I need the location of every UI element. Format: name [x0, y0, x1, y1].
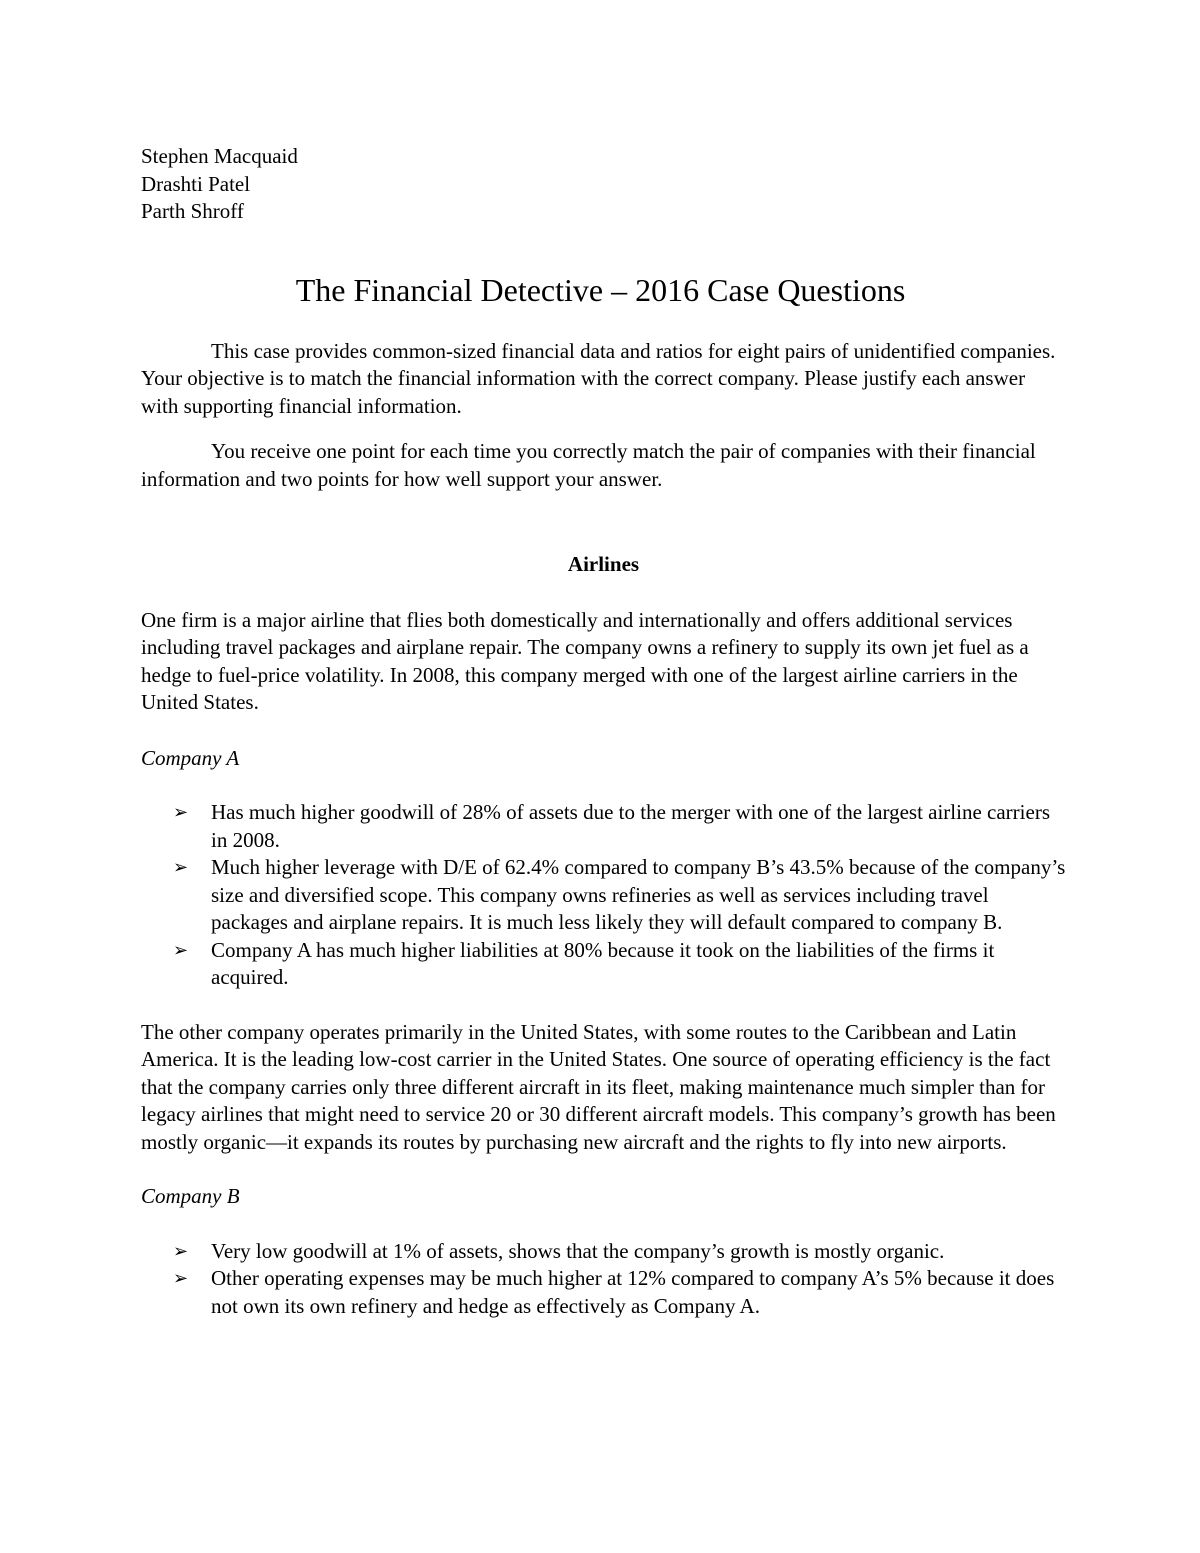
list-item	[173, 1238, 1066, 1266]
document-title: The Financial Detective – 2016 Case Questions	[295, 271, 906, 308]
list-item-text: Company A has much higher liabilities at 80% because it took on the liabilities of the firms it acquired.	[211, 937, 995, 989]
intro-paragraph: This case provides common-sized financial data and ratios for eight pairs of unidentified companies. Your objective is to match the financial information with the correct company. Please justify each answer with supporting financial information.	[141, 338, 1056, 418]
company-a-label: Company A	[141, 745, 240, 770]
company-b-bullet-list	[141, 1238, 1066, 1321]
intro-paragraph: You receive one point for each time you correctly match the pair of companies with their financial information and two points for how well support your answer.	[141, 439, 1036, 491]
list-item	[173, 854, 1066, 937]
list-item	[173, 1265, 1066, 1320]
list-item	[173, 937, 1066, 992]
author-name: Stephen Macquaid	[141, 144, 298, 168]
company-b-label: Company B	[141, 1184, 240, 1208]
section-description: One firm is a major airline that flies both domestically and internationally and offers additional services including travel packages and airplane repair. The company owns a refinery to supply its own jet fuel as a hedge to fuel-price volatility. In 2008, this company merged with one of the largest airline carriers in the United States.	[141, 607, 1029, 714]
author-name: Drashti Patel	[141, 171, 251, 196]
document-page	[141, 143, 1066, 1320]
author-list	[141, 143, 1066, 226]
list-item-text: Other operating expenses may be much higher at 12% compared to company A’s 5% because it does not own its own refinery and hedge as effectively as Company A.	[211, 1266, 1055, 1318]
list-item-text: Very low goodwill at 1% of assets, shows that the company’s growth is mostly organic.	[211, 1238, 945, 1263]
list-item	[173, 799, 1066, 854]
arrowhead-bullet-icon: ➢	[173, 1268, 189, 1289]
arrowhead-bullet-icon: ➢	[173, 939, 189, 961]
arrowhead-bullet-icon: ➢	[173, 857, 189, 878]
arrowhead-bullet-icon: ➢	[173, 802, 189, 823]
author-name: Parth Shroff	[141, 199, 244, 223]
section-heading: Airlines	[567, 552, 640, 576]
list-item-text: Has much higher goodwill of 28% of assets due to the merger with one of the largest airline carriers in 2008.	[211, 800, 1050, 852]
list-item-text: Much higher leverage with D/E of 62.4% compared to company B’s 43.5% because of the company’s size and diversified scope. This company owns refineries as well as services including travel packages and airplane repairs. It is much less likely they will default compared to company B.	[211, 855, 1066, 934]
arrowhead-bullet-icon: ➢	[173, 1240, 189, 1262]
section-description: The other company operates primarily in the United States, with some routes to the Caribbean and Latin America. It is the leading low-cost carrier in the United States. One source of operating efficiency is the fact that the company carries only three different aircraft in its fleet, making maintenance much simpler than for legacy airlines that might need to service 20 or 30 different aircraft models. This company’s growth has been mostly organic—it expands its routes by purchasing new aircraft and the rights to fly into new airports.	[141, 1019, 1056, 1154]
company-a-bullet-list	[141, 799, 1066, 992]
